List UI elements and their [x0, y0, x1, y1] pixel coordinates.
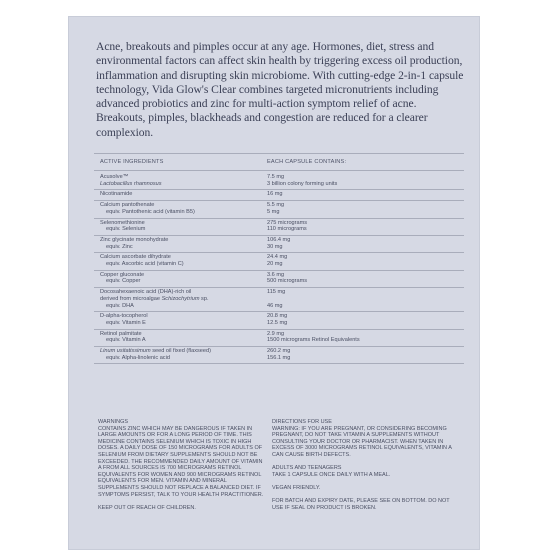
table-row	[94, 330, 464, 347]
ingredient-amount-2: 46 mg	[267, 302, 283, 309]
table-row	[94, 236, 464, 253]
warnings-column	[98, 419, 266, 511]
ingredient-sub: equiv. Vitamin A	[106, 337, 146, 344]
ingredient-amount: 275 micrograms	[267, 219, 308, 226]
ingredient-sub: equiv. Zinc	[106, 243, 133, 250]
ingredient-sub: equiv. Vitamin E	[106, 319, 146, 326]
ingredient-amount: 106.4 mg	[267, 236, 291, 243]
ingredient-sub: equiv. Selenium	[106, 226, 146, 233]
intro-paragraph: Acne, breakouts and pimples occur at any age. Hormones, diet, stress and environmental factors can affect skin health by triggering excess oil production, inflammation and disrupting skin microbiome. With cutting-edge 2-in-1 capsule technology, Vida Glow's Clear combines targeted micronutrients including advanced probiotics and zinc for multi-action symptom relief of acne. Breakouts, pimples, blackheads and congestion are reduced for a clearer complexion.	[96, 40, 464, 139]
ingredient-amount-2: 3 billion colony forming units	[267, 180, 338, 187]
directions-column	[272, 419, 452, 511]
ingredient-amount-2: 12.5 mg	[267, 319, 288, 326]
table-row	[94, 219, 464, 236]
table-row	[94, 312, 464, 329]
ingredient-amount: 16 mg	[267, 191, 283, 198]
header-amount: EACH CAPSULE CONTAINS:	[267, 159, 347, 165]
table-row	[94, 253, 464, 270]
ingredient-amount-2: 110 micrograms	[267, 226, 307, 233]
ingredient-sub: equiv. Ascorbic acid (vitamin C)	[106, 261, 184, 268]
table-row	[94, 190, 464, 201]
ingredient-amount: 24.4 mg	[267, 254, 288, 261]
package-panel	[68, 16, 480, 550]
directions-title: DIRECTIONS FOR USE	[272, 419, 332, 425]
ingredient-name: Copper gluconate	[100, 271, 145, 278]
ingredient-amount-2: 5 mg	[267, 208, 280, 215]
table-row	[94, 271, 464, 288]
table-row	[94, 288, 464, 312]
ingredient-amount: 3.6 mg	[267, 271, 285, 278]
ingredient-amount: 5.5 mg	[267, 202, 285, 209]
ingredient-name-2: derived from microalgae Schizochytrium sp.	[100, 295, 209, 302]
header-ingredients: ACTIVE INGREDIENTS	[100, 159, 164, 165]
ingredient-amount-2: 20 mg	[267, 261, 283, 268]
ingredient-name: Acusolve™	[100, 174, 129, 180]
ingredient-sub: Lactobacillus rhamnosus	[100, 180, 162, 187]
ingredient-amount: 115 mg	[267, 289, 286, 296]
ingredient-sub: equiv. DHA	[106, 302, 134, 309]
ingredient-name: Retinol palmitate	[100, 330, 142, 337]
ingredient-name: Zinc glycinate monohydrate	[100, 236, 169, 243]
ingredient-sub: equiv. Alpha-linolenic acid	[106, 354, 170, 361]
ingredient-amount: 20.8 mg	[267, 313, 288, 320]
ingredient-sub: equiv. Copper	[106, 278, 141, 285]
ingredient-amount: 2.9 mg	[267, 330, 285, 337]
ingredient-amount-2: 1500 micrograms Retinol Equivalents	[267, 337, 360, 344]
ingredients-table	[94, 159, 464, 364]
ingredient-name: D-alpha-tocopherol	[100, 313, 148, 320]
vegan-text: VEGAN FRIENDLY.	[272, 484, 321, 491]
ingredient-sub: equiv. Pantothenic acid (vitamin B5)	[106, 208, 195, 215]
ingredient-name: Calcium pantothenate	[100, 202, 155, 209]
table-row	[94, 173, 464, 190]
ingredient-name: Selenomethionine	[100, 219, 145, 226]
directions-body: WARNING: IF YOU ARE PREGNANT, OR CONSIDERING BECOMING PREGNANT, DO NOT TAKE VITAMIN A SUPPLEMENTS WITHOUT CONSULTING YOUR DOCTOR OR PHARMACIST. WHEN TAKEN IN EXCESS OF 3000 MICROGRAMS RETINOL EQUIVALENTS, VITAMIN A CAN CAUSE BIRTH DEFECTS.	[272, 425, 452, 458]
ingredient-name: Calcium ascorbate dihydrate	[100, 254, 171, 261]
table-header	[94, 159, 464, 171]
ingredient-name: Linum usitatissimum seed oil fixed (flaxseed)	[100, 348, 211, 355]
ingredient-amount: 7.5 mg	[267, 174, 285, 180]
ingredient-amount-2: 500 micrograms	[267, 278, 308, 285]
warnings-body: CONTAINS ZINC WHICH MAY BE DANGEROUS IF TAKEN IN LARGE AMOUNTS OR FOR A LONG PERIOD OF TIME. THIS MEDICINE CONTAINS SELENIUM WHICH IS TOXIC IN HIGH DOSES. A DAILY DOSE OF 150 MICROGRAMS FOR ADULTS OF SELENIUM FROM DIETARY SUPPLEMENTS SHOULD NOT BE EXCEEDED. THE RECOMMENDED DAILY AMOUNT OF VITAMIN A FROM ALL SOURCES IS 700 MICROGRAMS RETINOL EQUIVALENTS FOR WOMEN AND 900 MICROGRAMS RETINOL EQUIVALENTS FOR MEN. VITAMIN AND MINERAL SUPPLEMENTS SHOULD NOT REPLACE A BALANCED DIET. IF SYMPTOMS PERSIST, TALK TO YOUR HEALTH PRACTITIONER.	[98, 425, 264, 498]
table-row	[94, 201, 464, 218]
adults-title: ADULTS AND TEENAGERS	[272, 465, 342, 472]
adults-body: TAKE 1 CAPSULE ONCE DAILY WITH A MEAL.	[272, 471, 391, 478]
divider	[94, 153, 464, 154]
table-row	[94, 347, 464, 364]
ingredient-name: Docosahexaenoic acid (DHA)-rich oil	[100, 289, 192, 296]
batch-text: FOR BATCH AND EXPIRY DATE, PLEASE SEE ON BOTTOM. DO NOT USE IF SEAL ON PRODUCT IS BROKEN.	[272, 498, 450, 511]
ingredient-amount-2: 156.1 mg	[267, 354, 291, 361]
ingredient-amount-2: 30 mg	[267, 243, 283, 250]
warnings-title: WARNINGS	[98, 419, 129, 425]
ingredient-amount: 260.2 mg	[267, 348, 291, 355]
keep-out-text: KEEP OUT OF REACH OF CHILDREN.	[98, 504, 196, 511]
ingredient-name: Nicotinamide	[100, 191, 133, 198]
